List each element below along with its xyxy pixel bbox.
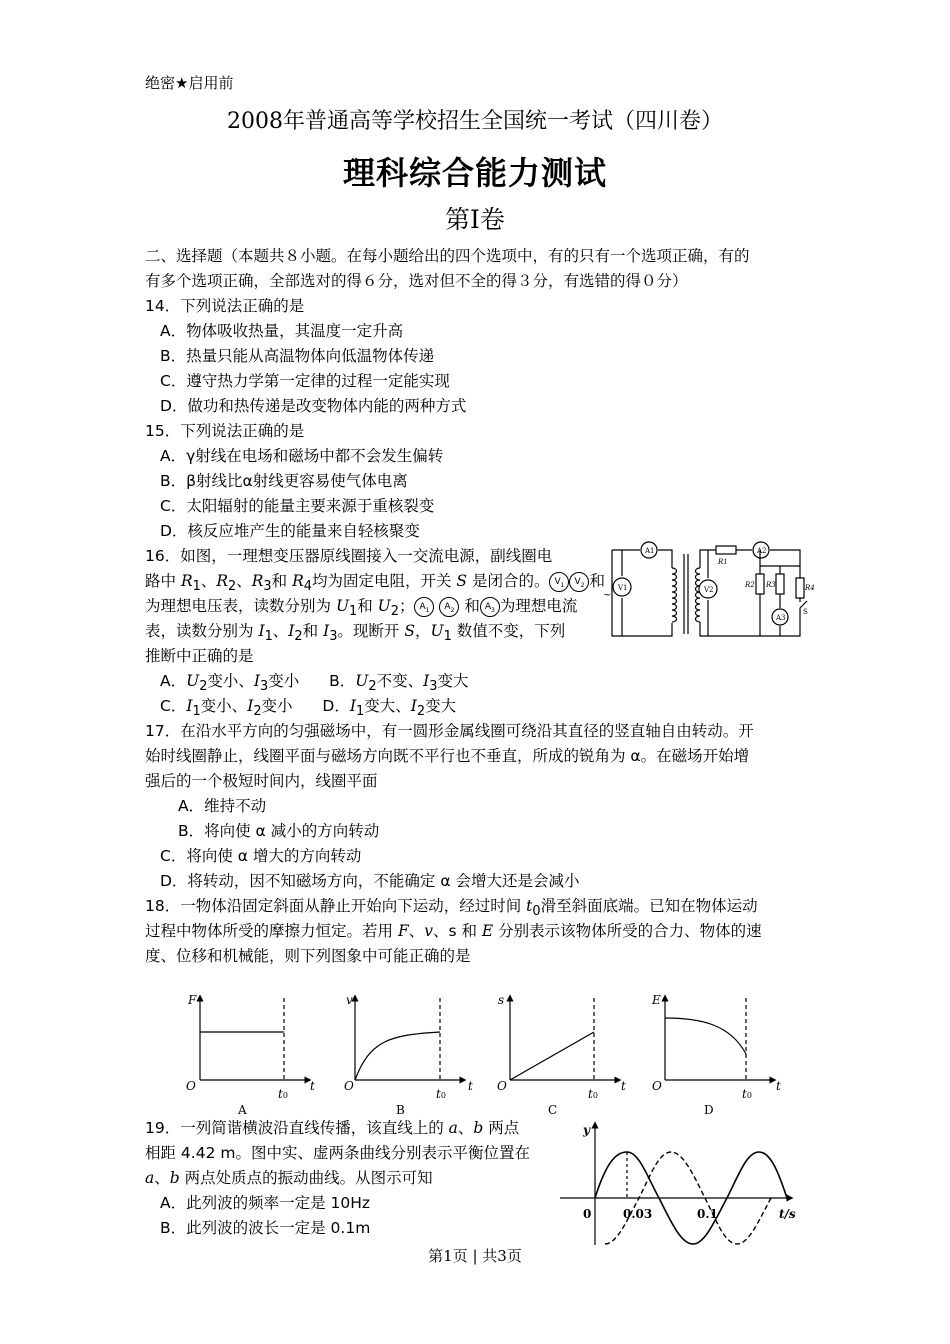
q18-graphs (180, 990, 790, 1120)
q17-option-b: B．将向使 α 减小的方向转动 (178, 822, 380, 840)
label-v1: V1 (618, 584, 628, 592)
label-r2: R2 (745, 581, 755, 589)
meter-a3-icon: $A_3$ (480, 597, 500, 617)
wave-tick-2: 0.1 (697, 1207, 718, 1221)
section-intro-line2: 有多个选项正确，全部选对的得６分，选对但不全的得３分，有选错的得０分） (145, 272, 688, 290)
graph-b-label: B (396, 1103, 405, 1117)
page-footer: 第1页 | 共3页 (428, 1247, 522, 1265)
q16-line4: 表，读数分别为 $I_1$、$I_2$和 $I_3$。现断开 S，$U_1$ 数值不变，下列 (145, 622, 566, 645)
graph-d-xlabel: t (776, 1079, 781, 1093)
graph-d-ylabel: E (652, 993, 661, 1007)
graph-a-ylabel: F (188, 993, 197, 1007)
section-intro-line1: 二、选择题（本题共８小题。在每小题给出的四个选项中，有的只有一个选项正确，有的 (145, 247, 750, 265)
q17-line2: 始时线圈静止，线圈平面与磁场方向既不平行也不垂直，所成的锐角为 α。在磁场开始增 (145, 747, 750, 765)
meter-a1-icon: $A_1$ (414, 597, 434, 617)
graph-a-origin: O (186, 1079, 196, 1093)
q19-line3: a、b 两点处质点的振动曲线。从图示可知 (145, 1169, 433, 1187)
q17-option-a: A．维持不动 (178, 797, 267, 815)
graph-c-origin: O (497, 1079, 507, 1093)
q19-line1: 19．一列简谐横波沿直线传播，该直线上的 a、b 两点 (145, 1119, 520, 1137)
q19-option-b: B．此列波的波长一定是 0.1m (160, 1219, 371, 1237)
q15-option-d: D．核反应堆产生的能量来自轻核聚变 (160, 522, 420, 540)
graph-c-ylabel: s (498, 993, 505, 1007)
secondary-coil (696, 568, 701, 622)
q18-line2: 过程中物体所受的摩擦力恒定。若用 F、v、s 和 E 分别表示该物体所受的合力、物体的速 (145, 922, 762, 940)
graph-c-curve (510, 1032, 594, 1080)
meter-v2-icon: $V_2$ (569, 572, 589, 592)
wave-origin: 0 (583, 1207, 592, 1221)
q14-option-a: A．物体吸收热量，其温度一定升高 (160, 322, 404, 340)
graph-d-label: D (704, 1103, 714, 1117)
graph-d-t0: t0 (742, 1087, 752, 1101)
resistor-r2 (756, 574, 764, 594)
q19-option-a: A．此列波的频率一定是 10Hz (160, 1194, 371, 1212)
secret-label: 绝密★启用前 (145, 74, 234, 92)
q14-option-c: C．遵守热力学第一定律的过程一定能实现 (160, 372, 450, 390)
meter-a2-icon: $A_2$ (439, 597, 459, 617)
q16-circuit-diagram (600, 538, 815, 640)
label-r1: R1 (718, 558, 728, 566)
graph-a (200, 998, 308, 1080)
resistor-r3 (776, 574, 784, 594)
graph-a-xlabel: t (310, 1079, 315, 1093)
q16-line1: 16．如图，一理想变压器原线圈接入一交流电源，副线圈电 (145, 547, 553, 565)
wave-ylabel: y (583, 1123, 590, 1137)
label-s: S (803, 608, 808, 616)
q15-option-c: C．太阳辐射的能量主要来源于重核裂变 (160, 497, 435, 515)
q17-option-d: D．将转动，因不知磁场方向，不能确定 α 会增大还是会减小 (160, 872, 580, 890)
graph-b-xlabel: t (468, 1079, 473, 1093)
resistor-r1 (716, 546, 736, 554)
q16-line3: 为理想电压表，读数分别为 $U_1$和 $U_2$； $A_1$ $A_2$ 和 $A_3$ 为理想电流 (145, 597, 578, 620)
label-a3: A3 (776, 614, 786, 622)
page-title: 理科综合能力测试 (342, 154, 607, 192)
graph-b-t0: t0 (436, 1087, 446, 1101)
switch-s (800, 598, 807, 608)
exam-title: 2008年普通高等学校招生全国统一考试（四川卷） (227, 109, 723, 134)
volume-title: 第Ⅰ卷 (445, 205, 505, 234)
graph-a-t0: t0 (278, 1087, 288, 1101)
label-a2: A2 (757, 547, 767, 555)
q16-options-ab: A．$U_2$变小、$I_3$变小 B．$U_2$不变、$I_3$变大 (160, 672, 469, 695)
q14-option-b: B．热量只能从高温物体向低温物体传递 (160, 347, 435, 365)
q17-option-c: C．将向使 α 增大的方向转动 (160, 847, 362, 865)
graph-b-ylabel: v (346, 993, 353, 1007)
resistor-r4 (796, 578, 804, 598)
ac-source-icon: ~ (603, 590, 612, 601)
wave-xlabel: t/s (779, 1207, 796, 1221)
label-v2: V2 (704, 586, 714, 594)
graph-d (665, 998, 773, 1080)
label-r3: R3 (766, 581, 776, 589)
q17-line1: 17．在沿水平方向的匀强磁场中，有一圆形金属线圈可绕沿其直径的竖直轴自由转动。开 (145, 722, 754, 740)
q16-line5: 推断中正确的是 (145, 647, 254, 665)
graph-d-origin: O (652, 1079, 662, 1093)
meter-v1-icon: $V_1$ (549, 572, 569, 592)
q14-option-d: D．做功和热传递是改变物体内能的两种方式 (160, 397, 467, 415)
label-r4: R4 (805, 584, 815, 592)
label-a1: A1 (645, 547, 655, 555)
graph-c (510, 998, 618, 1080)
graph-a-label: A (238, 1103, 247, 1117)
graph-d-curve (665, 1018, 746, 1054)
q19-line2: 相距 4.42 m。图中实、虚两条曲线分别表示平衡位置在 (145, 1144, 530, 1162)
q15-option-b: B．β射线比α射线更容易使气体电离 (160, 472, 408, 490)
graph-b-origin: O (344, 1079, 354, 1093)
graph-c-label: C (548, 1103, 558, 1117)
transformer-core (684, 554, 688, 634)
q18-line3: 度、位移和机械能，则下列图象中可能正确的是 (145, 947, 471, 965)
graph-b (355, 998, 463, 1080)
graph-c-xlabel: t (621, 1079, 626, 1093)
q14-stem: 14．下列说法正确的是 (145, 297, 305, 315)
q18-line1: 18．一物体沿固定斜面从静止开始向下运动，经过时间 $t_0$滑至斜面底端。已知在物体运动 (145, 897, 758, 920)
q19-wave-graph (555, 1120, 805, 1250)
graph-c-t0: t0 (588, 1087, 598, 1101)
q16-line2: 路中 $R_1$、$R_2$、$R_3$和 $R_4$均为固定电阻，开关 S 是闭合的。 $V_1$ $V_2$ 和 (145, 572, 605, 595)
q15-stem: 15．下列说法正确的是 (145, 422, 305, 440)
q17-line3: 强后的一个极短时间内，线圈平面 (145, 772, 378, 790)
q16-options-cd: C．$I_1$变小、$I_2$变小 D．$I_1$变大、$I_2$变大 (160, 697, 457, 720)
wave-tick-1: 0.03 (623, 1207, 653, 1221)
q15-option-a: A．γ射线在电场和磁场中都不会发生偏转 (160, 447, 444, 465)
primary-coil (672, 568, 677, 622)
graph-b-curve (355, 1032, 440, 1080)
